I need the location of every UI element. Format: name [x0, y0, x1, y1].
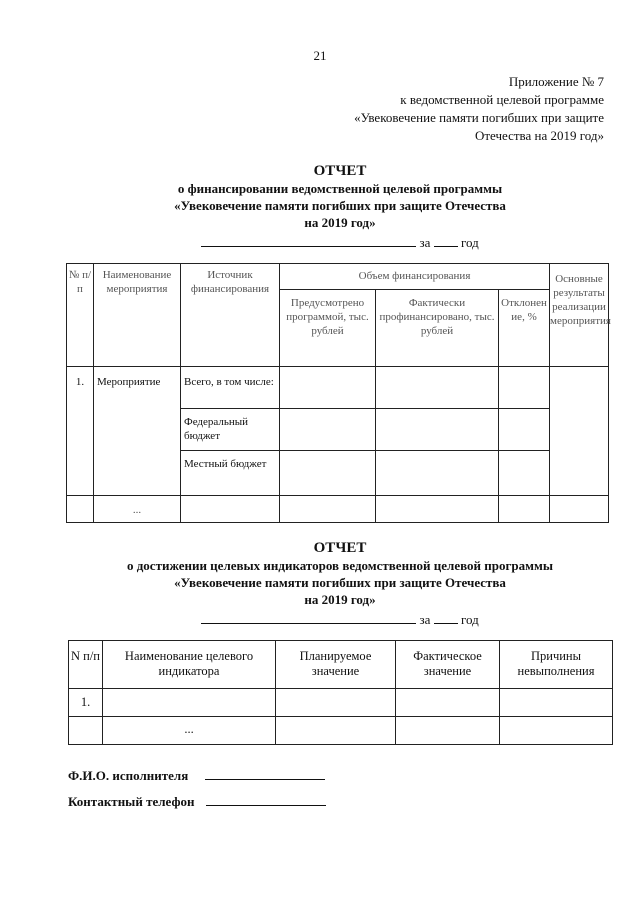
table-row — [69, 689, 613, 717]
th-volume: Объем финансирования — [280, 264, 550, 290]
report1-title: ОТЧЕТ — [313, 163, 367, 179]
cell-source-total: Всего, в том числе: — [181, 367, 280, 409]
report1-za: за — [419, 235, 431, 250]
cell2-num: 1. — [69, 689, 103, 717]
report1-god: год — [460, 235, 479, 250]
th2-name: Наименование целевого индикатора — [103, 641, 276, 689]
report1-period-blank — [201, 233, 416, 247]
report2-title-block — [40, 540, 640, 628]
page-number: 21 — [313, 48, 327, 63]
phone-blank — [206, 792, 326, 806]
th-results: Основные результаты реализации мероприятия — [550, 264, 609, 367]
cell-source-federal: Федеральный бюджет — [181, 409, 280, 451]
fio-label: Ф.И.О. исполнителя — [68, 768, 189, 783]
financing-table — [66, 263, 609, 523]
th-actual: Фактически профинансировано, тыс. рублей — [376, 290, 499, 367]
report1-line-2: «Увековечение памяти погибших при защите Отечества — [174, 198, 506, 213]
th2-num: N п/п — [69, 641, 103, 689]
report2-za: за — [419, 612, 431, 627]
th2-planned: Планируемое значение — [276, 641, 396, 689]
cell2-ellipsis: ... — [103, 717, 276, 745]
report1-line-3: на 2019 год» — [304, 215, 376, 230]
th-planned: Предусмотрено программой, тыс. рублей — [280, 290, 376, 367]
indicators-table — [68, 640, 613, 745]
report2-god: год — [460, 612, 479, 627]
report1-period — [40, 233, 640, 251]
table-row — [67, 367, 609, 409]
appendix-line-4: Отечества на 2019 год» — [474, 128, 604, 143]
report2-period — [40, 610, 640, 628]
report1-title-block — [40, 163, 640, 251]
appendix-line-2: к ведомственной целевой программе — [400, 92, 604, 107]
th-num: № п/п — [67, 264, 94, 367]
cell-name: Мероприятие — [94, 367, 181, 496]
report2-title: ОТЧЕТ — [313, 540, 367, 556]
th2-actual: Фактическое значение — [396, 641, 500, 689]
th-deviation: Отклонение, % — [499, 290, 550, 367]
fio-line — [68, 766, 325, 784]
fio-blank — [205, 766, 325, 780]
th-name: Наименование мероприятия — [94, 264, 181, 367]
report2-year-blank — [434, 610, 458, 624]
phone-label: Контактный телефон — [68, 794, 195, 809]
report2-line-2: «Увековечение памяти погибших при защите Отечества — [174, 575, 506, 590]
table-row — [69, 717, 613, 745]
report2-period-blank — [201, 610, 416, 624]
appendix-line-3: «Увековечение памяти погибших при защите — [354, 110, 604, 125]
appendix-line-1: Приложение № 7 — [508, 74, 604, 89]
cell-ellipsis: ... — [94, 496, 181, 523]
report1-line-1: о финансировании ведомственной целевой программы — [177, 181, 503, 196]
report1-year-blank — [434, 233, 458, 247]
appendix-header — [354, 73, 604, 145]
cell-num: 1. — [67, 367, 94, 496]
report2-line-1: о достижении целевых индикаторов ведомственной целевой программы — [126, 558, 554, 573]
th2-reasons: Причины невыполнения — [500, 641, 613, 689]
cell-source-local: Местный бюджет — [181, 451, 280, 496]
phone-line — [68, 792, 326, 810]
th-source: Источник финансирования — [181, 264, 280, 367]
report2-line-3: на 2019 год» — [304, 592, 376, 607]
table-row — [67, 496, 609, 523]
